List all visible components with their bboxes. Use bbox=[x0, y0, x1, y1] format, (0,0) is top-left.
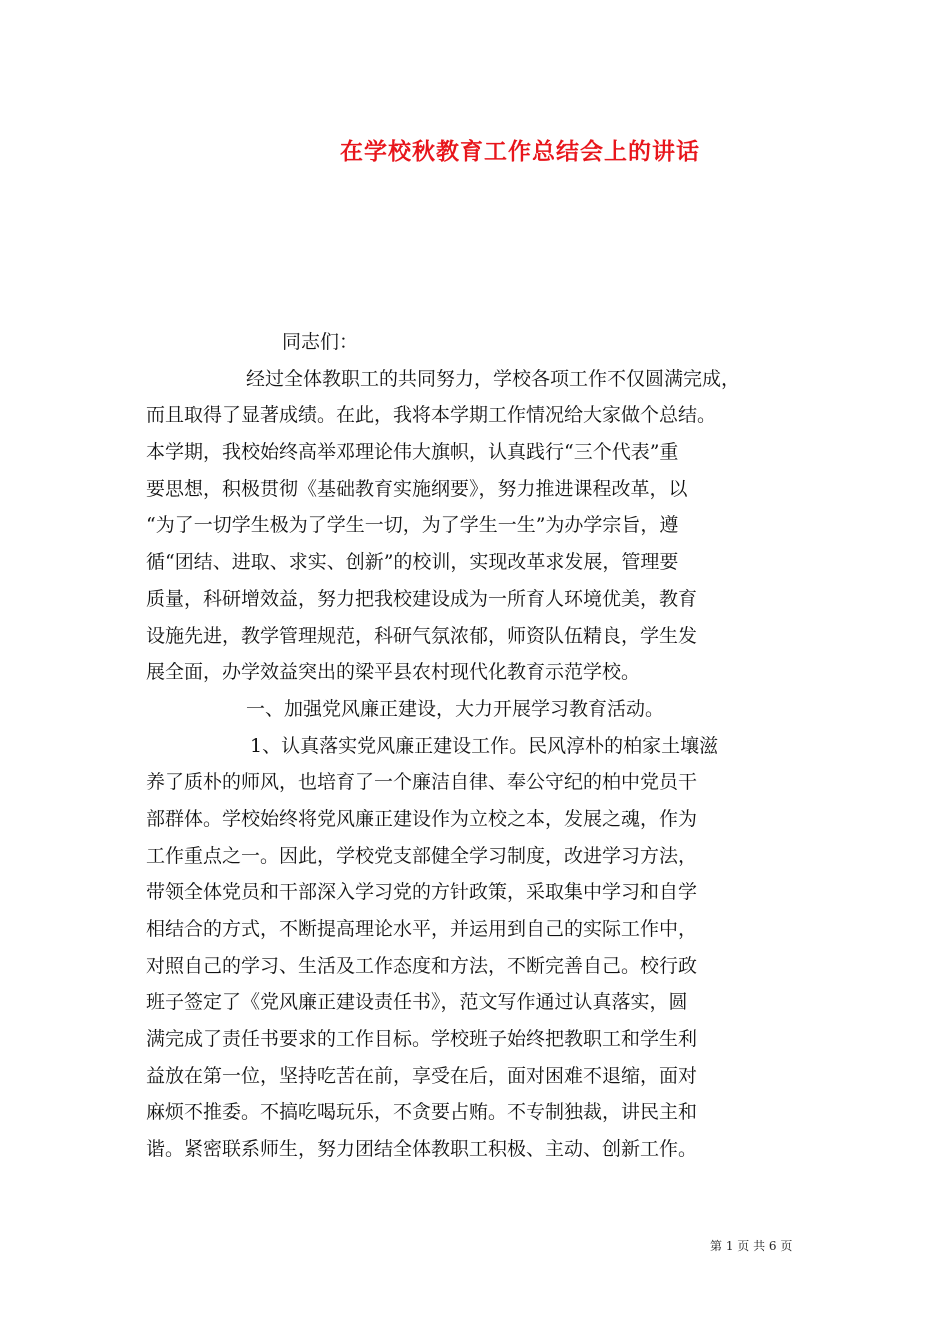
paragraph-line: 工作重点之一。因此，学校党支部健全学习制度，改进学习方法， bbox=[146, 844, 698, 867]
paragraph-1 bbox=[146, 361, 812, 691]
paragraph-line: 相结合的方式，不断提高理论水平，并运用到自己的实际工作中， bbox=[146, 918, 698, 940]
paragraph-line: 质量，科研增效益，努力把我校建设成为一所育人环境优美，教育 bbox=[146, 587, 698, 610]
paragraph-line: 麻烦不推委。不搞吃喝玩乐，不贪要占贿。不专制独裁，讲民主和 bbox=[146, 1101, 698, 1124]
document-body bbox=[146, 324, 812, 1168]
paragraph-line: 对照自己的学习、生活及工作态度和方法，不断完善自己。校行政 bbox=[146, 954, 698, 977]
salutation: 同志们： bbox=[282, 331, 359, 353]
paragraph-line: 带领全体党员和干部深入学习党的方针政策，采取集中学习和自学 bbox=[146, 881, 698, 904]
paragraph-line: 益放在第一位，坚持吃苦在前，享受在后，面对困难不退缩，面对 bbox=[146, 1064, 698, 1087]
page-number-footer: 第 1 页 共 6 页 bbox=[710, 1239, 793, 1253]
page-title: 在学校秋教育工作总结会上的讲话 bbox=[340, 138, 700, 165]
paragraph-line: 经过全体教职工的共同努力，学校各项工作不仅圆满完成， bbox=[246, 367, 741, 390]
paragraph-line: “为了一切学生极为了学生一切，为了学生一生”为办学宗旨，遵 bbox=[146, 514, 679, 537]
paragraph-line: 养了质朴的师风，也培育了一个廉洁自律、奉公守纪的柏中党员干 bbox=[146, 771, 698, 794]
paragraph-line: 设施先进，教学管理规范，科研气氛浓郁，师资队伍精良，学生发 bbox=[146, 624, 698, 647]
item-1-paragraph bbox=[146, 728, 812, 1168]
paragraph-line: 满完成了责任书要求的工作目标。学校班子始终把教职工和学生利 bbox=[146, 1028, 698, 1051]
paragraph-line: 展全面，办学效益突出的梁平县农村现代化教育示范学校。 bbox=[146, 661, 641, 684]
section-heading: 一、加强党风廉正建设，大力开展学习教育活动。 bbox=[246, 697, 665, 720]
paragraph-line: 1、认真落实党风廉正建设工作。民风淳朴的柏家土壤滋 bbox=[250, 734, 719, 757]
paragraph-line: 本学期，我校始终高举邓理论伟大旗帜，认真践行“三个代表”重 bbox=[146, 441, 679, 464]
paragraph-line: 谐。紧密联系师生，努力团结全体教职工积极、主动、创新工作。 bbox=[146, 1138, 698, 1161]
paragraph-line: 要思想，积极贯彻《基础教育实施纲要》，努力推进课程改革，以 bbox=[146, 477, 688, 500]
paragraph-line: 部群体。学校始终将党风廉正建设作为立校之本，发展之魂，作为 bbox=[146, 807, 698, 830]
paragraph-line: 班子签定了《党风廉正建设责任书》，范文写作通过认真落实，圆 bbox=[146, 991, 688, 1014]
paragraph-line: 循“团结、进取、求实、创新”的校训，实现改革求发展，管理要 bbox=[146, 551, 679, 574]
paragraph-line: 而且取得了显著成绩。在此，我将本学期工作情况给大家做个总结。 bbox=[146, 404, 717, 427]
